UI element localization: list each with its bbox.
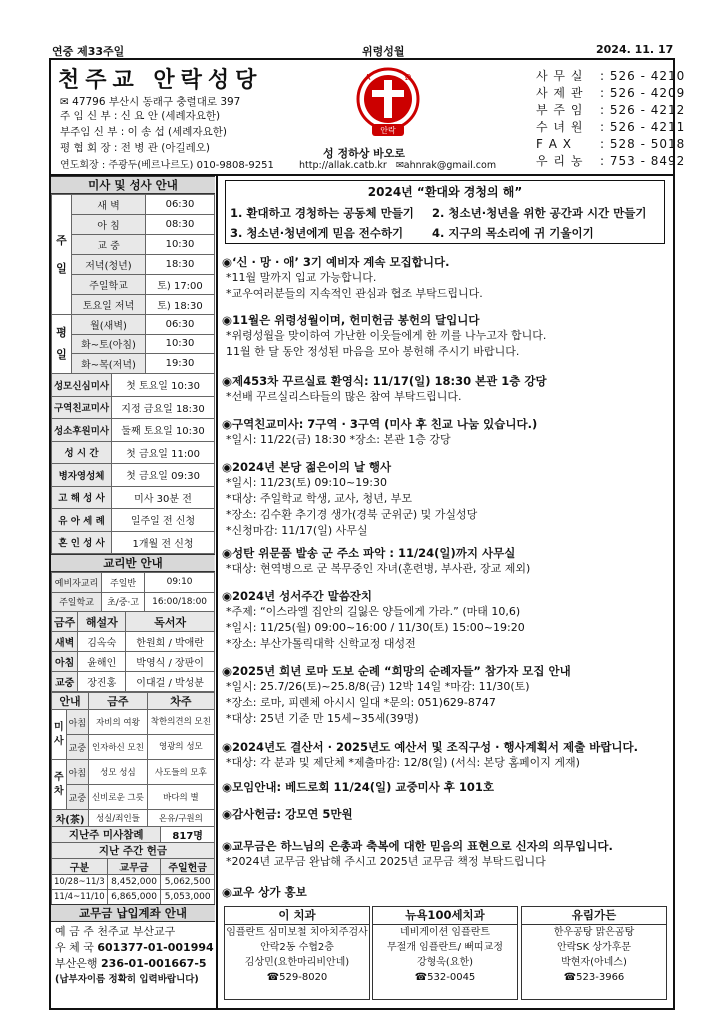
announcement	[222, 373, 672, 405]
ad-name: 유림가든	[522, 907, 666, 925]
announcement-line: *일시: 11/25(월) 09:00~16:00 / 11/30(토) 15:00~19:20	[226, 621, 525, 634]
collection-header: 교무금	[107, 859, 161, 875]
year-theme-title: 2024년 “환대와 경청의 해”	[367, 185, 523, 199]
mass-time: 10:30	[146, 334, 215, 354]
sunday-mass-table	[51, 194, 215, 315]
sacrament-time: 첫 금요일 09:30	[112, 464, 215, 487]
reader-lectors: 한원희 / 박애란	[126, 632, 215, 652]
ad-line: 박현자(아네스)	[561, 957, 627, 968]
mass-time: 19:30	[146, 354, 215, 374]
announcement-line: *대상: 주일학교 학생, 교사, 청년, 부모	[226, 492, 412, 505]
readers-header: 금주	[52, 612, 78, 632]
announcement-line: *대상: 각 분과 및 제단체 *제출마감: 12/8(일) (서식: 본당 홈페이지 게재)	[226, 756, 580, 769]
server-next-week: 바다의 별	[147, 785, 214, 810]
phone-label: 사 제 관	[536, 86, 584, 100]
announcement-line: *선배 꾸르실리스타들의 많은 참여 부탁드립니다.	[226, 390, 462, 403]
svg-text:Ω: Ω	[405, 73, 412, 82]
parish-logo-icon	[355, 66, 421, 142]
theme-item-2: 2. 청소년·청년을 위한 공간과 시간 만들기	[432, 206, 647, 220]
mass-name: 토요일 저녁	[72, 295, 146, 315]
mass-name: 새 벽	[72, 195, 146, 215]
phone-number: 528 - 5018	[609, 137, 686, 151]
announcement-title: ◉교무금은 하느님의 은총과 축복에 대한 믿음의 표현으로 신자의 의무입니다.	[222, 839, 613, 853]
homepage-link[interactable]: http://allak.catb.kr	[299, 160, 387, 171]
column-divider	[216, 174, 218, 1010]
account-1-label: 우 체 국	[55, 941, 94, 954]
announcement	[222, 416, 672, 448]
reader-commentator: 윤해인	[78, 652, 126, 672]
class-name: 주일학교	[52, 592, 102, 612]
announcement-title: ◉제453차 꾸르실료 환영식: 11/17(일) 18:30 본관 1층 강당	[222, 374, 547, 388]
phone-number: 526 - 4209	[609, 86, 686, 100]
ad-line: 한우공탕 맑은곰탕	[553, 927, 635, 938]
collection-tithe: 6,865,000	[107, 890, 161, 905]
phone-number: 526 - 4210	[609, 69, 686, 83]
theme-item-1: 1. 환대하고 경청하는 공동체 만들기	[230, 206, 414, 220]
mass-heading: 미사 및 성사 안내	[51, 176, 215, 194]
announcement	[222, 588, 672, 652]
server-slot: 아침	[66, 760, 88, 785]
class-group: 주일반	[102, 573, 145, 593]
sacrament-name: 혼 인 성 사	[52, 531, 112, 554]
servers-header: 금주	[89, 693, 148, 710]
phone-label: 우 리 농	[536, 154, 584, 168]
assistant-pastor: 부주임 신 부 : 이 송 섭 (세례자요한)	[60, 126, 227, 138]
server-slot: 교중	[66, 735, 88, 760]
liturgical-week: 연중 제33주일	[52, 45, 125, 58]
ad-line: ☎529-8020	[266, 972, 328, 983]
servers-header: 안내	[52, 693, 89, 710]
announcement-title: ◉2024년 성서주간 말씀잔치	[222, 589, 373, 603]
sacrament-time: 1개월 전 신청	[112, 531, 215, 554]
reader-lectors: 이대걸 / 박성분	[126, 672, 215, 692]
ad-line: 무절개 임플란트/ 뻐띠교정	[387, 942, 503, 953]
theme-item-4: 4. 지구의 목소리에 귀 기울이기	[432, 226, 594, 240]
ad-box	[224, 906, 370, 1000]
announcement-title: ◉구역친교미사: 7구역 · 3구역 (미사 후 친교 나눔 있습니다.)	[222, 417, 538, 431]
announcement	[222, 663, 672, 727]
servers-week-label: 주차	[52, 760, 67, 810]
sacrament-time: 미사 30분 전	[112, 486, 215, 509]
mass-name: 화~토(아침)	[72, 334, 146, 354]
server-next-week: 영광의 성모	[147, 735, 214, 760]
reader-commentator: 김옥숙	[78, 632, 126, 652]
ad-line: 김상민(요한마리비안네)	[244, 957, 350, 968]
announcement	[222, 459, 672, 539]
mass-time: 토) 18:30	[146, 295, 215, 315]
account-box	[51, 904, 215, 1008]
phone-row: 사 제 관 : 526 - 4209	[536, 86, 686, 100]
sacrament-name: 유 아 세 례	[52, 509, 112, 532]
year-theme-box	[225, 180, 665, 244]
federation-head: 연도회장 : 주광두(베르나르도) 010-9808-9251	[60, 160, 274, 171]
announcement-line: *교우여러분들의 지속적인 관심과 협조 부탁드립니다.	[226, 287, 483, 300]
announcement-title: ◉2024년 본당 젊은이의 날 행사	[222, 460, 392, 474]
announcement-line: *일시: 25.7/26(토)~25.8/8(금) 12박 14일 *마감: 11/30(토)	[226, 680, 530, 693]
phone-row: F A X : 528 - 5018	[536, 137, 686, 151]
tea-this-week: 성실/죄인들	[89, 810, 148, 827]
svg-text:A: A	[365, 73, 371, 82]
attendance-label: 지난주 미사참례	[52, 827, 161, 843]
contact-links: http://allak.catb.kr ✉ahnrak@gmail.com	[299, 160, 497, 171]
reader-lectors: 박영식 / 장판이	[126, 652, 215, 672]
reader-mass: 새벽	[52, 632, 78, 652]
announcement	[222, 254, 672, 302]
class-time: 16:00/18:00	[145, 592, 215, 612]
readers-header: 독서자	[126, 612, 215, 632]
servers-mass-label: 미사	[52, 710, 67, 760]
announcement	[222, 312, 672, 360]
ad-line: 네비게이션 임플란트	[399, 927, 491, 938]
announcement-line: *2024년 교무금 완납해 주시고 2025년 교무금 책정 부탁드립니다	[226, 855, 546, 868]
announcement-title: ◉모임안내: 베드로회 11/24(일) 교중미사 후 101호	[222, 780, 495, 794]
phone-label: 수 녀 원	[536, 120, 584, 134]
server-this-week: 성모 성심	[89, 760, 148, 785]
server-slot: 교중	[66, 785, 88, 810]
server-this-week: 인자하신 모친	[89, 735, 148, 760]
mass-time: 06:30	[146, 195, 215, 215]
announcement-title: ◉2025년 희년 로마 도보 순례 “희망의 순례자들” 참가자 모집 안내	[222, 664, 571, 678]
sacrament-time: 지정 금요일 18:30	[112, 396, 215, 419]
parish-name: 천주교 안락성당	[58, 68, 263, 93]
school-table	[51, 572, 215, 612]
account-heading: 교무금 납입계좌 안내	[51, 904, 215, 922]
collection-sunday: 5,053,000	[161, 890, 215, 905]
announcement-title: ◉2024년도 결산서 · 2025년도 예산서 및 조직구성 · 행사계획서 제출 바랍니다.	[222, 740, 639, 754]
email-link[interactable]: ahnrak@gmail.com	[403, 160, 497, 171]
mass-name: 저녁(청년)	[72, 255, 146, 275]
announcement-line: *대상: 25년 기준 만 15세~35세(39명)	[226, 712, 419, 725]
ad-name: 뉴욕100세치과	[373, 907, 517, 925]
readers-header: 해설자	[78, 612, 126, 632]
announcement-line: *신청마감: 11/17(일) 사무실	[226, 524, 368, 537]
announcement	[222, 779, 672, 795]
collection-tithe: 8,452,000	[107, 875, 161, 890]
announcement-line: *일시: 11/22(금) 18:30 *장소: 본관 1층 강당	[226, 433, 451, 446]
liturgical-month: 위령성월	[362, 45, 405, 58]
class-name: 예비자교리	[52, 573, 102, 593]
sacrament-name: 성 시 간	[52, 441, 112, 464]
collection-sub: 지난 주간 헌금	[52, 843, 215, 859]
account-owner: 예 금 주 천주교 부산교구	[55, 925, 176, 938]
ad-line: ☎523-3966	[563, 972, 625, 983]
phone-label: 사 무 실	[536, 69, 584, 83]
phone-row: 우 리 농 : 753 - 8492	[536, 154, 686, 168]
reader-mass: 교중	[52, 672, 78, 692]
collection-period: 11/4~11/10	[52, 890, 108, 905]
phone-label: F A X	[536, 137, 572, 151]
ad-line: ☎532-0045	[414, 972, 476, 983]
ad-name: 이 치과	[225, 907, 369, 925]
announcement-title: ◉감사헌금: 강모연 5만원	[222, 807, 353, 821]
server-this-week: 신비로운 그릇	[89, 785, 148, 810]
collection-table	[51, 826, 215, 905]
weekday-label: 평일	[52, 315, 72, 374]
class-time: 09:10	[145, 573, 215, 593]
account-note: (납부자이름 정확히 입력바랍니다)	[55, 974, 199, 985]
phone-list	[536, 68, 685, 170]
sacrament-time: 둘째 토요일 10:30	[112, 419, 215, 442]
issue-date: 2024. 11. 17	[596, 43, 674, 56]
mass-name: 아 침	[72, 215, 146, 235]
mass-name: 월(새벽)	[72, 315, 146, 335]
servers-table	[51, 692, 215, 827]
account-2-label: 부산은행	[55, 957, 98, 970]
account-1-number: 601377-01-001994	[97, 941, 214, 954]
phone-number: 526 - 4211	[609, 120, 686, 134]
announcement	[222, 739, 672, 771]
phone-row: 사 무 실 : 526 - 4210	[536, 69, 686, 83]
ad-line: 안락SK 상가후문	[556, 942, 632, 953]
reader-commentator: 장진홍	[78, 672, 126, 692]
announcement	[222, 806, 672, 822]
ad-line: 안락2동 수협2층	[260, 942, 334, 953]
announcement-title: ◉‘신 · 망 · 애’ 3기 예비자 계속 모집합니다.	[222, 255, 450, 269]
mass-time: 08:30	[146, 215, 215, 235]
top-bar	[50, 43, 672, 57]
server-this-week: 자비의 여왕	[89, 710, 148, 735]
announcement-line: *장소: 부산가톨릭대학 신학교정 대성전	[226, 637, 416, 650]
weekday-mass-table	[51, 314, 215, 374]
server-next-week: 착한의견의 모친	[147, 710, 214, 735]
announcement-title: ◉성탄 위문품 발송 군 주소 파악 : 11/24(일)까지 사무실	[222, 546, 516, 560]
phone-label: 부 주 임	[536, 103, 584, 117]
phone-number: 753 - 8492	[609, 154, 686, 168]
mass-time: 토) 17:00	[146, 275, 215, 295]
collection-period: 10/28~11/3	[52, 875, 108, 890]
council-president: 평 협 회 장 : 전 병 관 (아길레오)	[60, 142, 211, 154]
sacrament-time: 일주일 전 신청	[112, 509, 215, 532]
address-text: 47796 부산시 동래구 충렬대로 397	[72, 96, 241, 108]
mass-time: 06:30	[146, 315, 215, 335]
tea-label: 차(茶)	[52, 810, 89, 827]
ad-line: 강형욱(요한)	[416, 957, 474, 968]
collection-sunday: 5,062,500	[161, 875, 215, 890]
mass-name: 주일학교	[72, 275, 146, 295]
announcement-line: *장소: 로마, 피렌체 아시시 일대 *문의: 051)629-8747	[226, 696, 496, 709]
pastor: 주 임 신 부 : 신 요 안 (세례자요한)	[60, 110, 221, 122]
ad-box	[521, 906, 667, 1000]
address: ✉ 47796 부산시 동래구 충렬대로 397	[60, 96, 241, 108]
account-2-number: 236-01-001667-5	[101, 957, 207, 970]
announcement	[222, 838, 672, 870]
sunday-label: 주일	[52, 195, 72, 315]
sacrament-name: 병자영성체	[52, 464, 112, 487]
collection-header: 주일헌금	[161, 859, 215, 875]
ad-box	[372, 906, 518, 1000]
mass-time: 18:30	[146, 255, 215, 275]
server-next-week: 사도들의 모후	[147, 760, 214, 785]
sacrament-name: 성모신심미사	[52, 374, 112, 397]
member-ads	[224, 906, 670, 1000]
ad-line: 임플란트 심미보철 치아치주검사	[226, 927, 368, 938]
sacrament-time: 첫 금요일 11:00	[112, 441, 215, 464]
tea-next-week: 온유/구원의	[147, 810, 214, 827]
class-group: 초/중·고	[102, 592, 145, 612]
announcement-line: *대상: 현역병으로 군 복무중인 자녀(훈련병, 부사관, 장교 제외)	[226, 562, 531, 575]
mass-time: 10:30	[146, 235, 215, 255]
servers-header: 차주	[147, 693, 214, 710]
announcement-title: ◉교우 상가 홍보	[222, 885, 307, 899]
phone-row: 수 녀 원 : 526 - 4211	[536, 120, 686, 134]
phone-row: 부 주 임 : 526 - 4212	[536, 103, 686, 117]
announcement	[222, 545, 672, 577]
collection-header: 구분	[52, 859, 108, 875]
server-slot: 아침	[66, 710, 88, 735]
logo-text: 안락	[380, 126, 396, 135]
announcement-line: *장소: 김수환 추기경 생가(경북 군위군) 및 가실성당	[226, 508, 478, 521]
announcement-line: *11월 말까지 입교 가능합니다.	[226, 271, 377, 284]
sacrament-name: 성소후원미사	[52, 419, 112, 442]
sacrament-time: 첫 토요일 10:30	[112, 374, 215, 397]
reader-mass: 아침	[52, 652, 78, 672]
sacrament-table	[51, 373, 215, 554]
announcement-line: *위령성월을 맞이하여 가난한 이웃들에게 한 끼를 나누고자 합니다.	[226, 329, 547, 342]
theme-item-3: 3. 청소년·청년에게 믿음 전수하기	[230, 226, 404, 240]
announcement-line: 11월 한 달 동안 정성된 마음을 모아 봉헌해 주시기 바랍니다.	[226, 345, 520, 358]
patron-saint: 성 정하상 바오로	[323, 147, 406, 160]
sacrament-name: 고 해 성 사	[52, 486, 112, 509]
announcement-title: ◉11월은 위령성월이며, 헌미헌금 봉헌의 달입니다	[222, 313, 480, 327]
phone-number: 526 - 4212	[609, 103, 686, 117]
mass-name: 화~목(저녁)	[72, 354, 146, 374]
announcement-line: *주제: “이스라엘 집안의 길잃은 양들에게 가라.” (마태 10,6)	[226, 605, 521, 618]
attendance-count: 817명	[161, 827, 215, 843]
announcement-line: *일시: 11/23(토) 09:10~19:30	[226, 476, 387, 489]
mass-name: 교 중	[72, 235, 146, 255]
announcement	[222, 884, 672, 900]
school-heading: 교리반 안내	[51, 554, 215, 572]
readers-table	[51, 611, 215, 692]
sacrament-name: 구역친교미사	[52, 396, 112, 419]
